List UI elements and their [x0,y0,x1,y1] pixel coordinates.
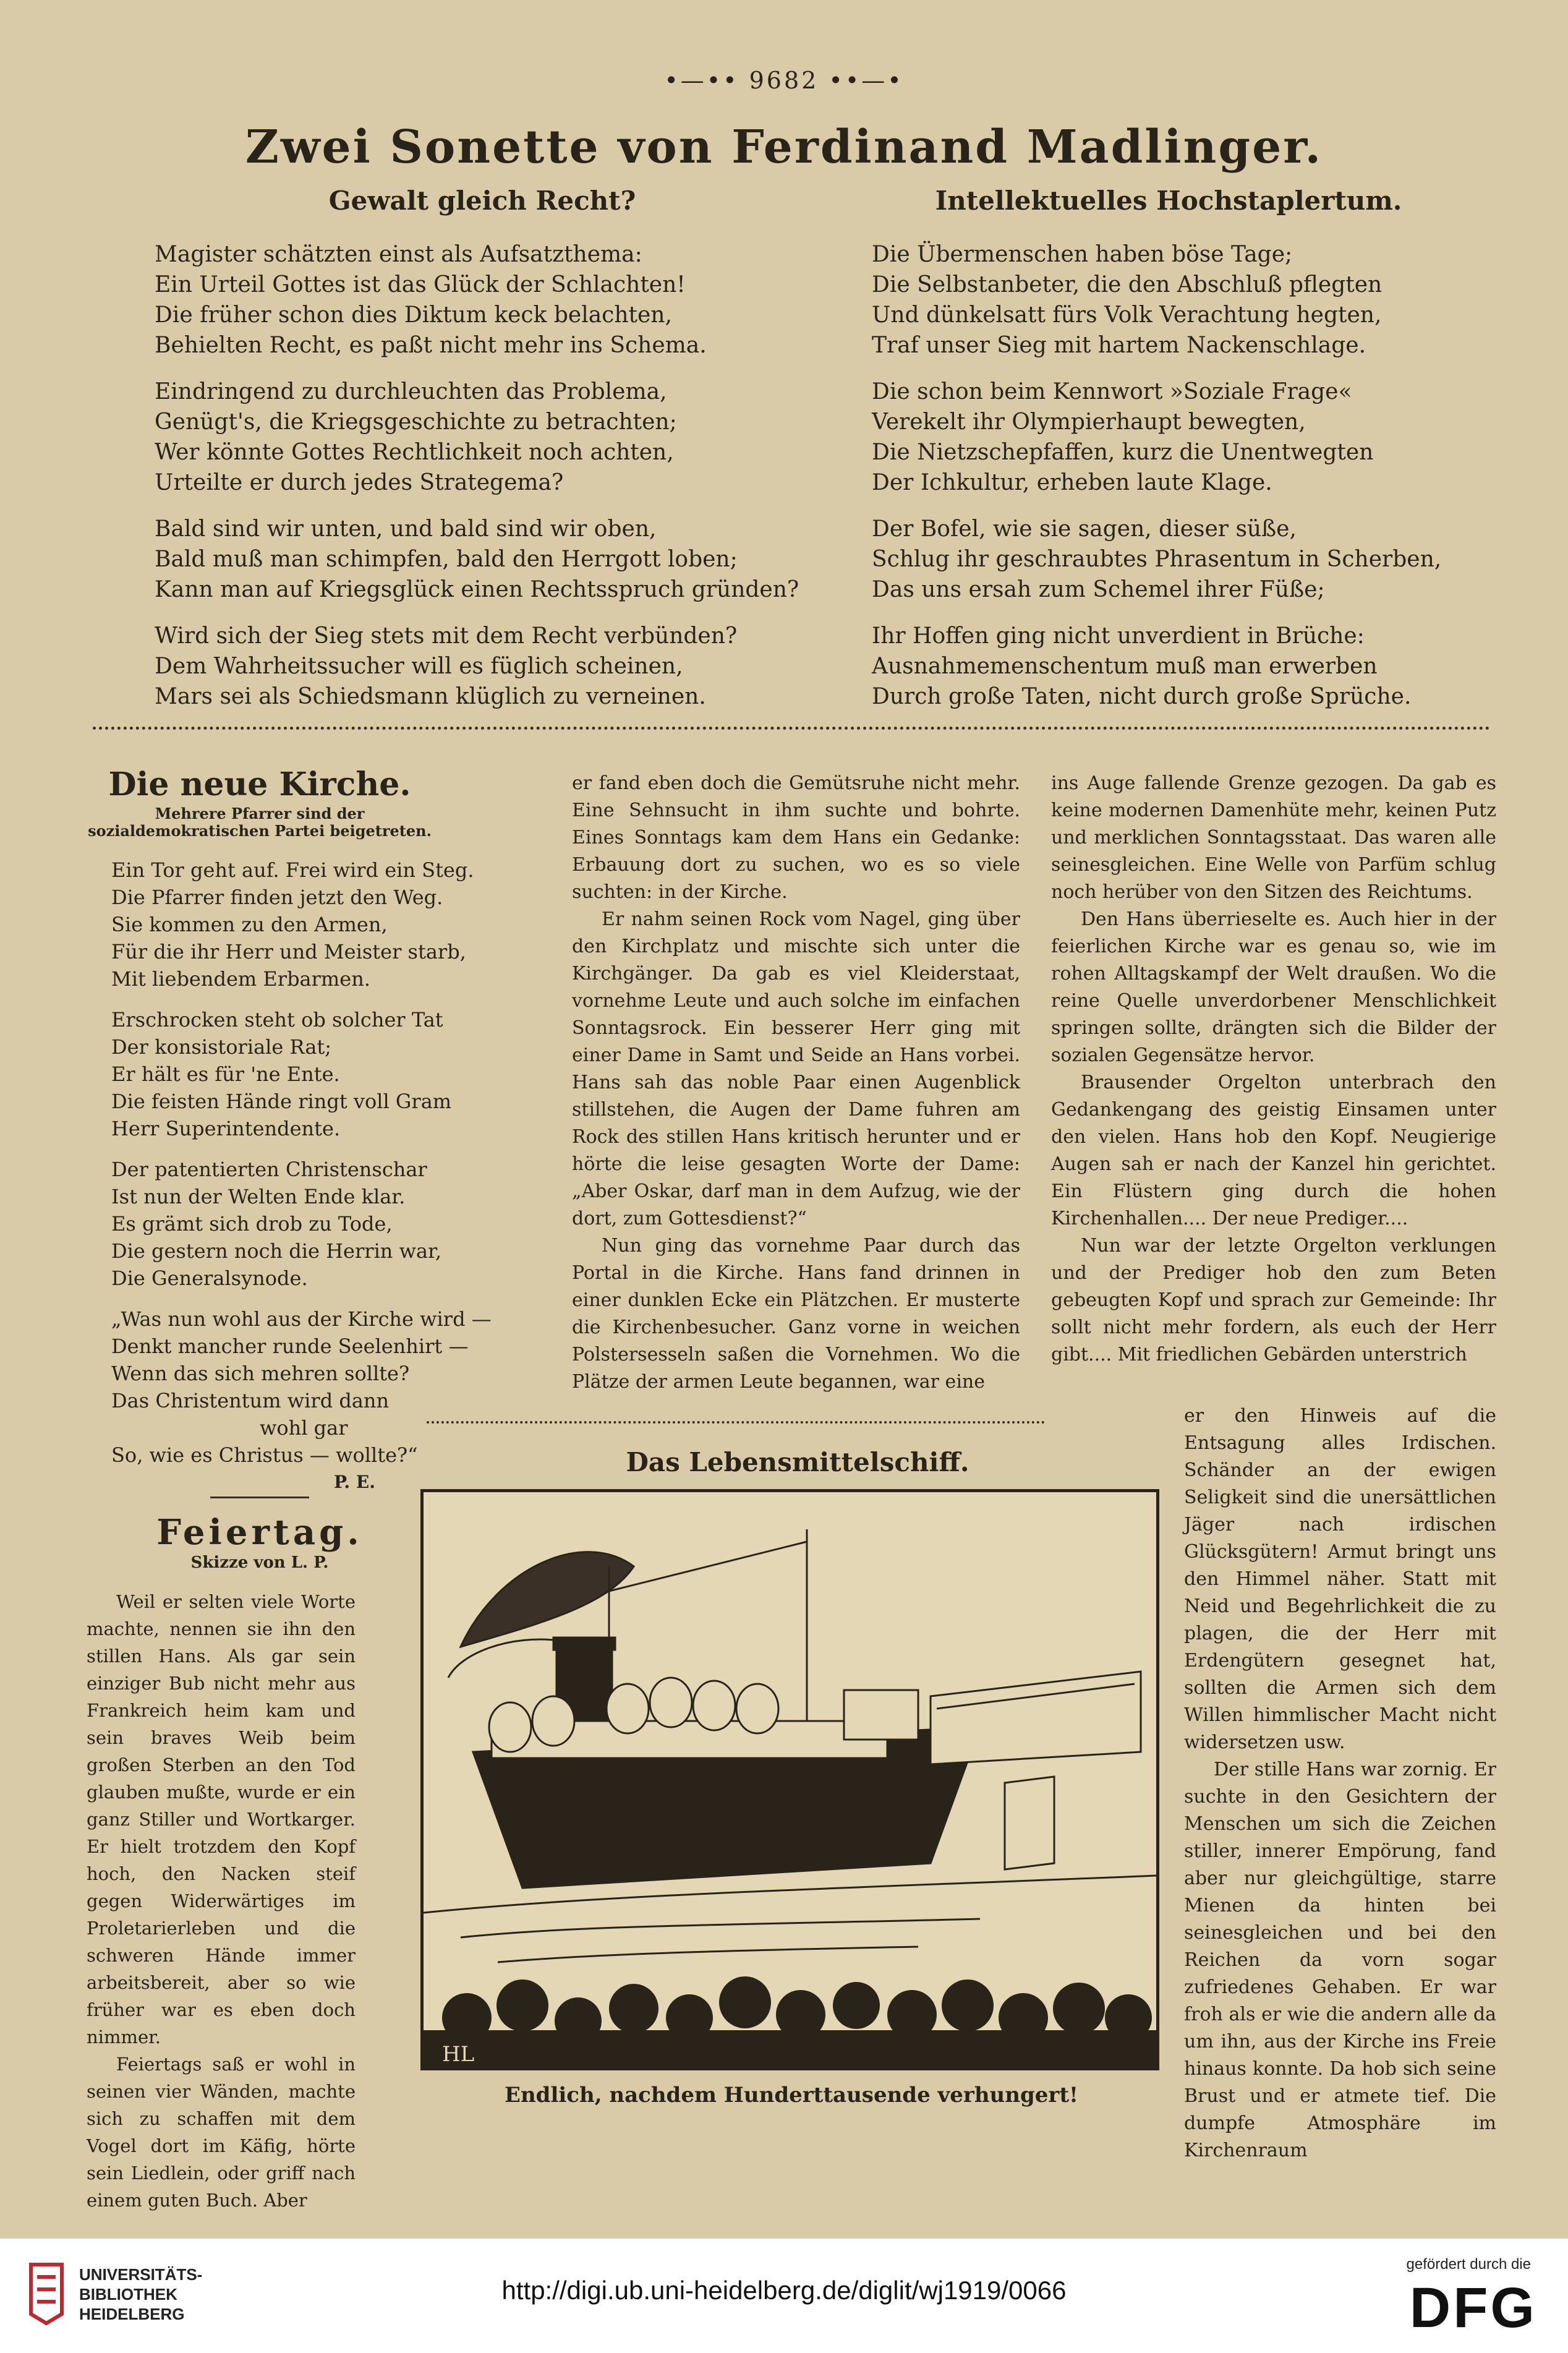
viewer-footer [0,2239,1568,2353]
stanza [872,514,1465,605]
small-separator [210,1497,309,1498]
verse-line: Der konsistoriale Rat; [111,1035,332,1059]
verse-line: Der Bofel, wie sie sagen, dieser süße, [872,516,1297,542]
verse-line: Die früher schon dies Diktum keck belachten, [155,302,672,328]
illustration-divider [427,1421,1045,1424]
verse-line: Traf unser Sieg mit hartem Nackenschlage. [872,333,1366,358]
verse-line: Urteilte er durch jedes Strategema? [155,470,564,495]
verse-line: Die Übermenschen haben böse Tage; [872,242,1293,267]
column-feiertag [87,1588,356,2214]
paragraph: Er nahm seinen Rock vom Nagel, ging über den Kirchplatz und mischte sich unter die Kirchgänger. Da gab es viel Kleiderstaat, vornehme Leute und auch solche im einfachen Sonntagsrock. Ein besserer Herr ging mit einer Dame in Samt und Seide an Hans vorbei. Hans sah das noble Paar einen Augenblick stillstehen, die Augen der Dame fuhren am Rock des stillen Hans kritisch herunter und er hörte die leise gesagten Worte der Dame: „Aber Oskar, darf man in dem Aufzug, wie der dort, zum Gottesdienst?“ [572,908,1020,1229]
source-url-link[interactable]: http://digi.ub.uni-heidelberg.de/diglit/wj1919/0066 [501,2276,1067,2305]
main-title: Zwei Sonette von Ferdinand Madlinger. [245,121,1323,174]
sonnet-left [155,186,810,728]
verse-line: Schlug ihr geschraubtes Phrasentum in Scherben, [872,547,1442,572]
story-title: Feiertag. [156,1512,363,1553]
verse-line: Die Pfarrer finden jetzt den Weg. [111,886,443,909]
verse-line: Die Selbstanbeter, die den Abschluß pflegten [872,272,1383,297]
verse-line: Ihr Hoffen ging nicht unverdient in Brüche: [872,623,1365,649]
poem-subtitle: Mehrere Pfarrer sind der sozialdemokratischen Partei beigetreten. [88,805,432,840]
verse-line: Durch große Taten, nicht durch große Sprüche. [872,684,1412,709]
verse-line: Erschrocken steht ob solcher Tat [111,1008,443,1031]
verse-line: Magister schätzten einst als Aufsatzthema: [155,242,642,267]
verse-line: wohl gar [260,1416,348,1440]
illustration-title: Das Lebensmittelschiff. [626,1447,969,1477]
verse-line: Mars sei als Schiedsmann klüglich zu verneinen. [155,684,706,709]
verse-line: Eindringend zu durchleuchten das Problema, [155,379,667,404]
verse-line: Die feisten Hände ringt voll Gram [111,1090,452,1113]
stanza [872,621,1465,712]
paragraph: Feiertags saß er wohl in seinen vier Wänden, machte sich zu schaffen mit dem Vogel dort im Käfig, hörte sein Liedlein, oder griff nach einem guten Buch. Aber [87,2054,356,2211]
verse-line: Sie kommen zu den Armen, [111,913,388,936]
verse-line: Die Generalsynode. [111,1266,308,1290]
institution-name: UNIVERSITÄTS- BIBLIOTHEK HEIDELBERG [79,2265,203,2323]
funded-by-label: gefördert durch die [1406,2256,1531,2273]
paragraph: er fand eben doch die Gemütsruhe nicht mehr. Eine Sehnsucht in ihm suchte und bohrte. Eines Sonntags kam dem Hans ein Gedanke: Erbauung dort zu suchen, wo es so viele suchten: in der Kirche. [572,772,1020,903]
column-right-top [1051,770,1496,1369]
verse-line: Wird sich der Sieg stets mit dem Recht verbünden? [155,623,738,649]
verse-line: Kann man auf Kriegsglück einen Rechtsspruch gründen? [155,577,799,602]
verse-line: Mit liebendem Erbarmen. [111,967,370,991]
verse-line: Die gestern noch die Herrin war, [111,1239,441,1263]
stanza [155,377,810,498]
paragraph: Weil er selten viele Worte machte, nennen sie ihn den stillen Hans. Als gar sein einziger Bub nicht mehr aus Frankreich heim kam und sein braves Weib beim großen Sterben an den Tod glauben mußte, wurde er ein ganz Stiller und Wortkarger. Er hielt trotzdem den Kopf hoch, den Nacken steif gegen Widerwärtiges im Proletarierleben und die schweren Hände immer arbeitsbereit, aber so wie früher war es eben doch nimmer. [87,1591,356,2048]
story-subtitle: Skizze von L. P. [190,1553,329,1572]
column-middle [572,770,1020,1396]
verse-line: Der patentierten Christenschar [111,1158,427,1181]
stanza [872,377,1465,498]
ship-drawing [424,1492,1156,2067]
stanza [155,621,810,712]
verse-line: „Was nun wohl aus der Kirche wird — [111,1307,492,1331]
poem-title: Die neue Kirche. [108,766,411,803]
verse-line: Der Ichkultur, erheben laute Klage. [872,470,1272,495]
verse-line: Ausnahmemenschentum muß man erwerben [872,654,1378,679]
verse-line: Ist nun der Welten Ende klar. [111,1185,406,1208]
verse-line: Ein Tor geht auf. Frei wird ein Steg. [111,858,474,882]
paragraph: Der stille Hans war zornig. Er suchte in den Gesichtern der Menschen um sich die Zeichen stiller, innerer Empörung, fand aber nur gleichgültige, starre Mienen da hinten bei seinesgleichen und bei den Reichen da vorn sogar zufriedenes Gehaben. Er war froh als er wie die andern alle da um ihn, aus der Kirche ins Freie hinaus konnte. Da hob sich seine Brust und er atmete tief. Die dumpfe Atmosphäre im Kirchenraum [1184,1759,1496,2161]
verse-line: Verekelt ihr Olympierhaupt bewegten, [872,409,1306,435]
paragraph: er den Hinweis auf die Entsagung alles Irdischen. Schänder an der ewigen Seligkeit sind die unersättlichen Jäger nach irdischen Glücksgütern! Armut bringt uns den Himmel näher. Statt mit Neid und Begehrlichkeit die zu plagen, die der Herr mit Erdengütern gesegnet hat, sollten die Armen sich dem Willen himmlischer Macht nicht widersetzen usw. [1184,1405,1496,1753]
verse-line: Ein Urteil Gottes ist das Glück der Schlachten! [155,272,686,297]
paragraph: ins Auge fallende Grenze gezogen. Da gab es keine modernen Damenhüte mehr, keinen Putz und merklichen Sonntagsstaat. Das waren alle seinesgleichen. Eine Welle von Parfüm schlug noch herüber von den Sitzen des Reichtums. [1051,772,1496,903]
stanza [155,514,810,605]
verse-line: Er hält es für 'ne Ente. [111,1062,340,1086]
stanza [155,239,810,361]
verse-line: Behielten Recht, es paßt nicht mehr ins Schema. [155,333,707,358]
paragraph: Brausender Orgelton unterbrach den Gedankengang des geistig Einsamen unter den vielen. Hans hob den Kopf. Neugierige Augen sah er nach der Kanzel hin gerichtet. Ein Flüstern ging durch die hohen Kirchenhallen.... Der neue Prediger.... [1051,1072,1496,1229]
poem-initials: P. E. [334,1472,376,1492]
verse-line: Bald sind wir unten, und bald sind wir oben, [155,516,657,542]
poem-kirche [111,856,556,1482]
verse-line: Es grämt sich drob zu Tode, [111,1212,393,1236]
ship-illustration [420,1489,1159,2070]
sonnet-left-title: Gewalt gleich Recht? [328,186,636,216]
verse-line: Bald muß man schimpfen, bald den Herrgott loben; [155,547,738,572]
verse-line: Genügt's, die Kriegsgeschichte zu betrachten; [155,409,677,435]
section-divider [93,727,1490,730]
paragraph: Nun ging das vornehme Paar durch das Portal in die Kirche. Hans fand drinnen in einer dunklen Ecke ein Plätzchen. Er musterte die Kirchenbesucher. Ganz vorne in weichen Polstersesseln saßen die Vornehmen. Wo die Plätze der armen Leute begannen, war eine [572,1235,1020,1393]
paragraph: Nun war der letzte Orgelton verklungen und der Prediger hob den zum Beten gebeugten Kopf und sprach zur Gemeinde: Ihr sollt nicht mehr fordern, als euch der Herr gibt.... Mit friedlichen Gebärden unterstrich [1051,1235,1496,1365]
verse-line: Wer könnte Gottes Rechtlichkeit noch achten, [155,440,674,465]
verse-line: Herr Superintendente. [111,1117,341,1140]
verse-line: Und dünkelsatt fürs Volk Verachtung hegten, [872,302,1382,328]
verse-line: Die Nietzschepfaffen, kurz die Unentwegten [872,440,1374,465]
sonnet-right [872,186,1465,728]
verse-line: Das uns ersah zum Schemel ihrer Füße; [872,577,1325,602]
stanza [872,239,1465,361]
verse-line: Wenn das sich mehren sollte? [111,1362,410,1385]
dfg-logo: DFG [1409,2276,1537,2339]
verse-line: Für die ihr Herr und Meister starb, [111,940,466,963]
verse-line: So, wie es Christus — wollte?“ [111,1443,418,1467]
verse-line: Die schon beim Kennwort »Soziale Frage« [872,379,1352,404]
verse-line: Denkt mancher runde Seelenhirt — [111,1335,469,1358]
sonnet-right-title: Intellektuelles Hochstaplertum. [935,186,1402,216]
paragraph: Den Hans überrieselte es. Auch hier in der feierlichen Kirche war es genau so, wie im rohen Alltagskampf der Welt draußen. Wo die reine Quelle unverdorbener Menschlichkeit springen sollte, drängten sich die Bilder der sozialen Gegensätze hervor. [1051,908,1496,1066]
column-right-bottom [1184,1403,1496,2164]
verse-line: Das Christentum wird dann [111,1389,390,1412]
illustrator-signature: HL [442,2042,475,2067]
page-number: •—•• 9682 ••—• [664,67,904,94]
verse-line: Dem Wahrheitssucher will es füglich scheinen, [155,654,683,679]
illustration-caption: Endlich, nachdem Hunderttausende verhungert! [505,2083,1078,2107]
